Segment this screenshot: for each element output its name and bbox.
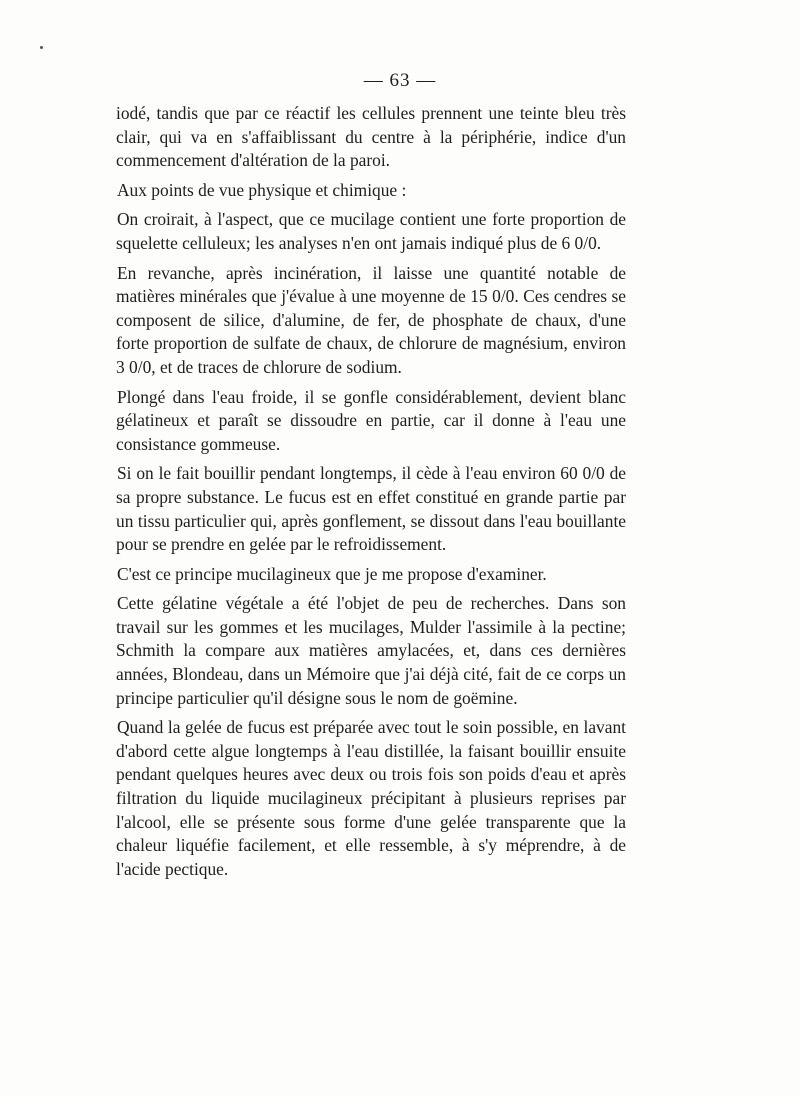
paragraph-7: C'est ce principe mucilagineux que je me propose d'examiner. bbox=[117, 563, 547, 584]
ink-speck bbox=[40, 46, 43, 49]
body-text bbox=[116, 102, 626, 887]
paragraph-9: Quand la gelée de fucus est préparée avec tout le soin possible, en lavant d'abord cette algue longtemps à l'eau distillée, la faisant bouillir ensuite pendant quelques heures avec deux ou trois fois son poids d'eau et après filtration du liquide mucilagineux précipitant à plusieurs reprises par l'alcool, elle se présente sous forme d'une gelée transparente que la chaleur liquéfie facilement, et elle ressemble, à s'y méprendre, à de l'acide pectique. bbox=[116, 717, 626, 879]
paragraph-3: On croirait, à l'aspect, que ce mucilage contient une forte proportion de squelette celluleux; les analyses n'en ont jamais indiqué plus de 6 0/0. bbox=[116, 209, 626, 253]
page-number: — 63 — bbox=[363, 70, 437, 91]
paragraph-5: Plongé dans l'eau froide, il se gonfle considérablement, devient blanc gélatineux et paraît se dissoudre en partie, car il donne à l'eau une consistance gommeuse. bbox=[116, 386, 626, 454]
paragraph-4: En revanche, après incinération, il laisse une quantité notable de matières minérales que j'évalue à une moyenne de 15 0/0. Ces cendres se composent de silice, d'alumine, de fer, de phosphate de chaux, d'une forte proportion de sulfate de chaux, de chlorure de magnésium, environ 3 0/0, et de traces de chlorure de sodium. bbox=[116, 262, 626, 377]
paragraph-8: Cette gélatine végétale a été l'objet de peu de recherches. Dans son travail sur les gommes et les mucilages, Mulder l'assimile à la pectine; Schmith la compare aux matières amylacées, et, dans ces dernières années, Blondeau, dans un Mémoire que j'ai déjà cité, fait de ce corps un principe particulier qu'il désigne sous le nom de goëmine. bbox=[116, 593, 626, 708]
paragraph-2: Aux points de vue physique et chimique : bbox=[117, 179, 407, 200]
paragraph-1: iodé, tandis que par ce réactif les cellules prennent une teinte bleu très clair, qui va en s'affaiblissant du centre à la périphérie, indice d'un commencement d'altération de la paroi. bbox=[116, 103, 626, 171]
paragraph-6: Si on le fait bouillir pendant longtemps, il cède à l'eau environ 60 0/0 de sa propre substance. Le fucus est en effet constitué en grande partie par un tissu particulier qui, après gonflement, se dissout dans l'eau bouillante pour se prendre en gelée par le refroidissement. bbox=[116, 463, 626, 555]
